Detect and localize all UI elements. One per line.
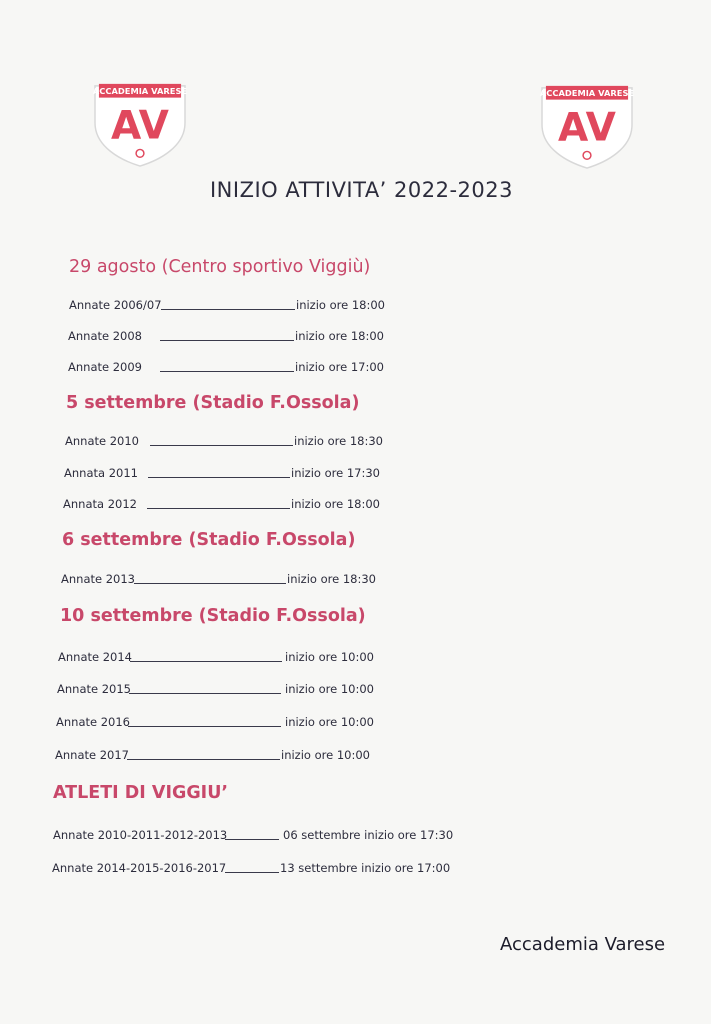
- schedule-row: [58, 649, 398, 665]
- row-time: inizio ore 10:00: [281, 748, 370, 762]
- row-label: Annate 2010: [65, 434, 139, 448]
- schedule-row: [52, 860, 472, 876]
- logo-monogram: AV: [111, 103, 169, 149]
- row-label: Annate 2010-2011-2012-2013: [53, 828, 228, 842]
- schedule-row: [69, 297, 409, 313]
- accademia-varese-logo-right: [538, 82, 636, 170]
- fill-line: [148, 477, 290, 478]
- fill-line: [161, 309, 295, 310]
- schedule-row: [65, 433, 405, 449]
- fill-line: [160, 340, 294, 341]
- row-label: Annate 2009: [68, 360, 142, 374]
- fill-line: [128, 726, 281, 727]
- schedule-row: [55, 747, 395, 763]
- row-time: inizio ore 10:00: [285, 715, 374, 729]
- section-heading: 5 settembre (Stadio F.Ossola): [66, 393, 360, 413]
- row-label: Annate 2016: [56, 715, 130, 729]
- row-time: inizio ore 18:00: [295, 329, 384, 343]
- schedule-row: [61, 571, 401, 587]
- row-label: Annate 2014: [58, 650, 132, 664]
- schedule-row: [57, 681, 397, 697]
- section-heading: 10 settembre (Stadio F.Ossola): [60, 606, 366, 626]
- row-label: Annate 2014-2015-2016-2017: [52, 861, 227, 875]
- row-time: 06 settembre inizio ore 17:30: [283, 828, 454, 842]
- row-label: Annata 2012: [63, 497, 137, 511]
- schedule-row: [56, 714, 396, 730]
- row-time: inizio ore 18:30: [287, 572, 376, 586]
- section-heading: 6 settembre (Stadio F.Ossola): [62, 530, 356, 550]
- row-label: Annate 2015: [57, 682, 131, 696]
- fill-line: [147, 508, 290, 509]
- row-time: inizio ore 17:00: [295, 360, 384, 374]
- schedule-row: [53, 827, 473, 843]
- row-time: inizio ore 18:30: [294, 434, 383, 448]
- signature: Accademia Varese: [500, 934, 666, 955]
- row-label: Annate 2017: [55, 748, 129, 762]
- row-label: Annate 2008: [68, 329, 142, 343]
- page-title: INIZIO ATTIVITA’ 2022-2023: [209, 178, 514, 202]
- fill-line: [134, 583, 286, 584]
- shield-logo-icon: [538, 82, 636, 170]
- logo-banner-text: ACCADEMIA VARESE: [92, 86, 188, 97]
- row-time: inizio ore 10:00: [285, 650, 374, 664]
- fill-line: [150, 445, 293, 446]
- row-time: inizio ore 18:00: [296, 298, 385, 312]
- logo-monogram: AV: [558, 105, 616, 151]
- shield-logo-icon: [91, 80, 189, 168]
- row-label: Annata 2011: [64, 466, 138, 480]
- accademia-varese-logo-left: [91, 80, 189, 168]
- row-time: 13 settembre inizio ore 17:00: [280, 861, 451, 875]
- schedule-row: [68, 328, 408, 344]
- fill-line: [225, 839, 279, 840]
- fill-line: [160, 371, 294, 372]
- schedule-row: [68, 359, 408, 375]
- row-label: Annate 2013: [61, 572, 135, 586]
- fill-line: [127, 759, 280, 760]
- row-time: inizio ore 18:00: [291, 497, 380, 511]
- row-time: inizio ore 10:00: [285, 682, 374, 696]
- fill-line: [130, 661, 282, 662]
- fill-line: [129, 693, 281, 694]
- schedule-row: [64, 465, 404, 481]
- fill-line: [225, 872, 279, 873]
- row-time: inizio ore 17:30: [291, 466, 380, 480]
- schedule-row: [63, 496, 403, 512]
- logo-banner-text: ACCADEMIA VARESE: [539, 88, 635, 99]
- row-label: Annate 2006/07: [69, 298, 162, 312]
- section-heading: 29 agosto (Centro sportivo Viggiù): [69, 257, 371, 277]
- section-heading: ATLETI DI VIGGIU’: [53, 783, 229, 803]
